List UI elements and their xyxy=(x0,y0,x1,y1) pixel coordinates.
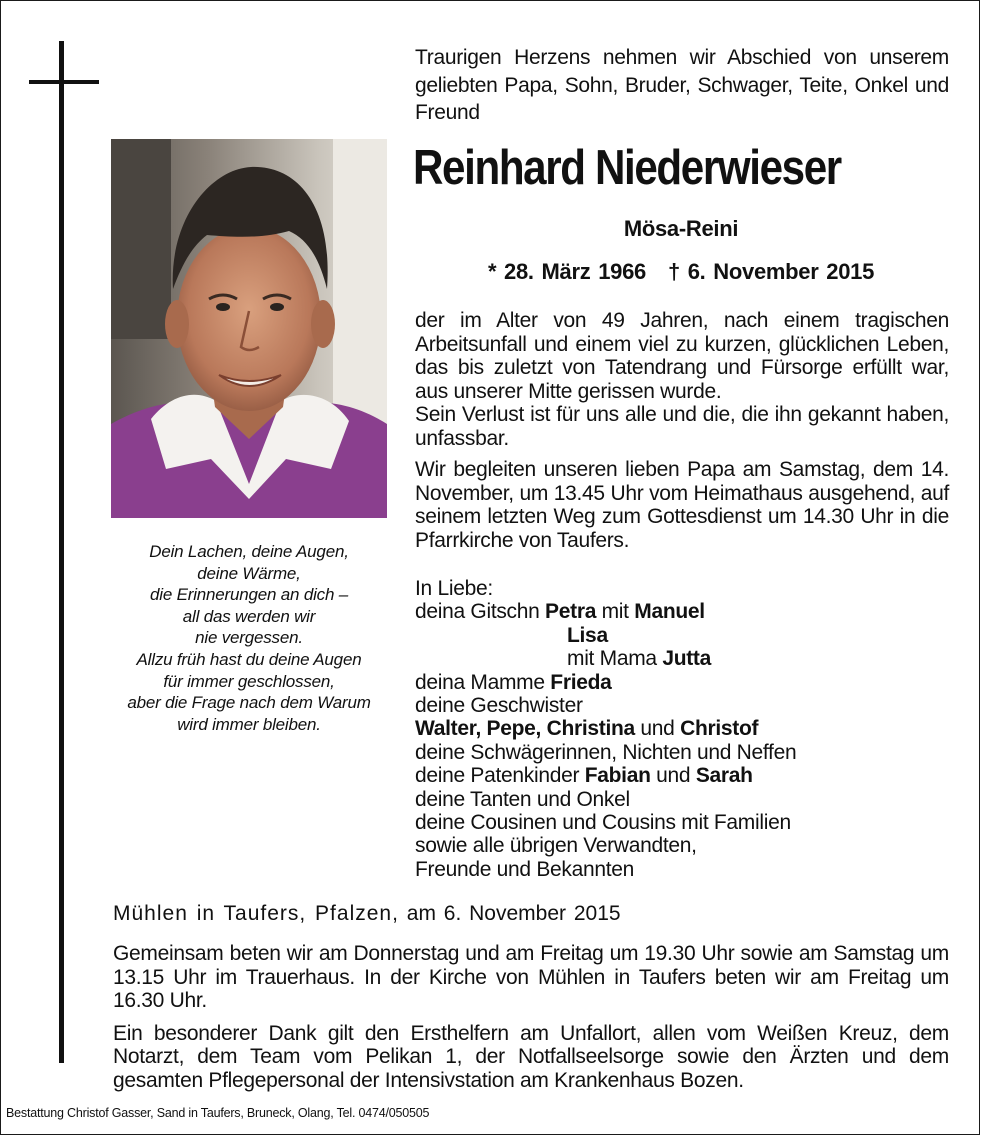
nickname: Mösa-Reini xyxy=(623,216,739,241)
poem-line: deine Wärme, xyxy=(197,563,301,583)
mourner-line: deine Schwägerinnen, Nichten und Neffen xyxy=(415,740,797,764)
connector: und xyxy=(650,764,696,788)
thanks-text: Ein besonderer Dank gilt den Ersthelfern am Unfallort, allen vom Weißen Kreuz, dem Notarzt, dem Team vom Pelikan 1, der Notfallseelsorge sowie den Ärzten und dem gesamten Pflegepersonal der Intensivstation am Krankenhaus Bozen. xyxy=(113,1021,949,1092)
mourner-line xyxy=(415,647,955,670)
life-dates xyxy=(411,259,951,285)
mourner-name: Walter, Pepe, Christina xyxy=(415,717,635,741)
poem-line: Dein Lachen, deine Augen, xyxy=(149,542,349,561)
poem-line: Allzu früh hast du deine Augen xyxy=(136,649,362,669)
relation-label: deina Mamme xyxy=(415,670,551,694)
poem-line: all das werden wir xyxy=(182,606,316,626)
intro-text: Traurigen Herzens nehmen wir Abschied von unserem geliebten Papa, Sohn, Bruder, Schwager, Teite, Onkel und Freund xyxy=(415,46,949,124)
mourner-line: Freunde und Bekannten xyxy=(415,857,635,881)
mourner-line: sowie alle übrigen Verwandten, xyxy=(415,834,697,858)
poem-line: aber die Frage nach dem Warum xyxy=(127,693,371,713)
mourner-name: Jutta xyxy=(662,647,711,671)
poem-line: nie vergessen. xyxy=(195,628,303,648)
relation-label: deine Patenkinder xyxy=(415,764,585,788)
memorial-poem xyxy=(109,541,389,735)
cross-icon-horizontal xyxy=(29,80,99,84)
mourner-name: Christof xyxy=(680,717,759,741)
portrait-image xyxy=(111,139,387,518)
mourner-name: Fabian xyxy=(584,764,651,788)
portrait-photo xyxy=(111,139,387,518)
poem-line: für immer geschlossen, xyxy=(163,671,335,691)
place: Mühlen in Taufers, Pfalzen, xyxy=(113,902,399,925)
prayer-info: Gemeinsam beten wir am Donnerstag und am Freitag um 19.30 Uhr sowie am Samstag um 13.15 Uhr im Trauerhaus. In der Kirche von Mühlen in Taufers beten wir am Freitag um 16.30 Uhr. xyxy=(113,942,949,1012)
announcement-text xyxy=(415,309,949,560)
mourners-list xyxy=(415,577,955,881)
connector: und xyxy=(634,717,681,741)
mourner-line xyxy=(415,600,955,623)
birth-date: * 28. März 1966 xyxy=(487,259,646,284)
paragraph-loss: Sein Verlust ist für uns alle und die, die ihn gekannt haben, unfassbar. xyxy=(415,403,949,450)
mourner-line: deine Geschwister xyxy=(415,694,583,718)
mourner-line xyxy=(415,671,955,694)
mourners-heading: In Liebe: xyxy=(415,577,493,600)
deceased-name: Reinhard Niederwieser xyxy=(413,141,841,195)
mourner-line: deine Tanten und Onkel xyxy=(415,787,630,811)
undertaker-credit: Bestattung Christof Gasser, Sand in Taufers, Bruneck, Olang, Tel. 0474/050505 xyxy=(6,1106,430,1120)
poem-line: wird immer bleiben. xyxy=(177,714,321,734)
paragraph-funeral: Wir begleiten unseren lieben Papa am Samstag, dem 14. November, um 13.45 Uhr vom Heimathaus ausgehend, auf seinem letzten Weg zum Gottesdienst um 14.30 Uhr in die Pfarrkirche von Taufers. xyxy=(415,458,949,552)
mourner-name: Frieda xyxy=(550,670,612,694)
mourner-line: deine Cousinen und Cousins mit Familien xyxy=(415,811,791,835)
closing-text xyxy=(113,942,949,1101)
notice-date: am 6. November 2015 xyxy=(406,902,621,925)
relation-label: deina Gitschn xyxy=(415,600,546,624)
relation-label: mit Mama xyxy=(567,647,663,671)
connector: mit xyxy=(596,600,635,624)
mourner-name: Sarah xyxy=(695,764,753,788)
place-and-date xyxy=(113,902,913,926)
mourner-name: Manuel xyxy=(634,600,705,624)
mourner-line xyxy=(415,624,955,647)
mourner-line xyxy=(415,764,955,787)
death-date: † 6. November 2015 xyxy=(667,259,875,284)
mourner-name: Lisa xyxy=(567,623,608,647)
paragraph-circumstances: der im Alter von 49 Jahren, nach einem tragischen Arbeitsunfall und einem viel zu kurzen, glücklichen Leben, das bis zuletzt von Tatendrang und Fürsorge erfüllt war, aus unserer Mitte gerissen wurde. xyxy=(415,309,949,403)
mourner-line xyxy=(415,717,955,740)
mourner-name: Petra xyxy=(545,600,597,624)
poem-line: die Erinnerungen an dich – xyxy=(149,585,348,605)
cross-icon-vertical xyxy=(59,41,64,1063)
